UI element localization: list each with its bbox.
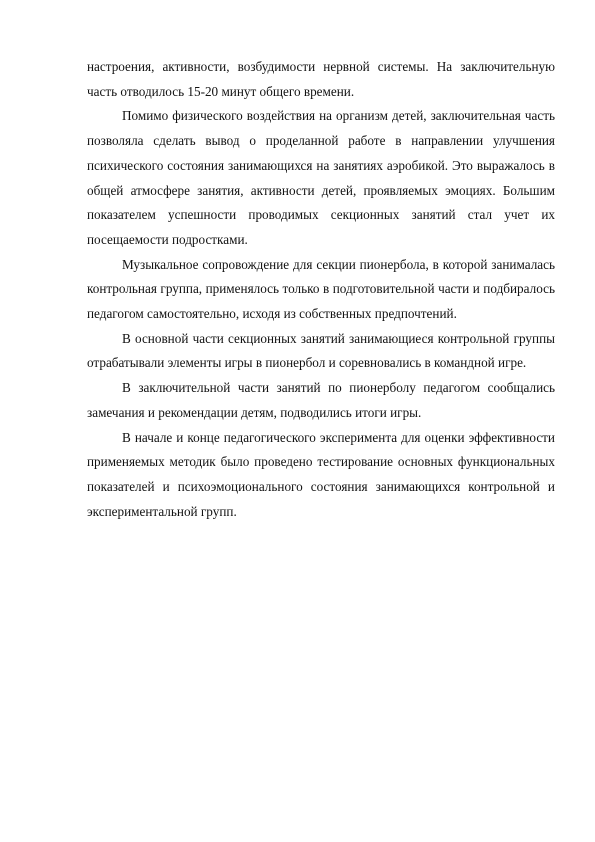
paragraph-3: Музыкальное сопровождение для секции пионербола, в которой занималась контрольная группа, применялось только в подготовительной части и подбиралось педагогом самостоятельно, исходя из собственных предпочтений.: [87, 256, 555, 322]
paragraph-2: Помимо физического воздействия на организм детей, заключительная часть позволяла сделать вывод о проделанной работе в направлении улучшения психического состояния занимающихся на занятиях аэробикой. Это выражалось в общей атмосфере занятия, активности детей, проявляемых эмоциях. Большим показателем успешности проводимых секционных занятий стал учет их посещаемости подростками.: [87, 108, 555, 247]
document-page: [87, 55, 555, 524]
paragraph-1: настроения, активности, возбудимости нервной системы. На заключительную часть отводилось 15-20 минут общего времени.: [87, 59, 555, 99]
paragraph-6: В начале и конце педагогического эксперимента для оценки эффективности применяемых методик было проведено тестирование основных функциональных показателей и психоэмоционального состояния занимающихся контрольной и экспериментальной групп.: [87, 429, 555, 519]
paragraph-4: В основной части секционных занятий занимающиеся контрольной группы отрабатывали элементы игры в пионербол и соревновались в командной игре.: [87, 330, 555, 371]
paragraph-5: В заключительной части занятий по пионерболу педагогом сообщались замечания и рекомендации детям, подводились итоги игры.: [87, 380, 555, 420]
